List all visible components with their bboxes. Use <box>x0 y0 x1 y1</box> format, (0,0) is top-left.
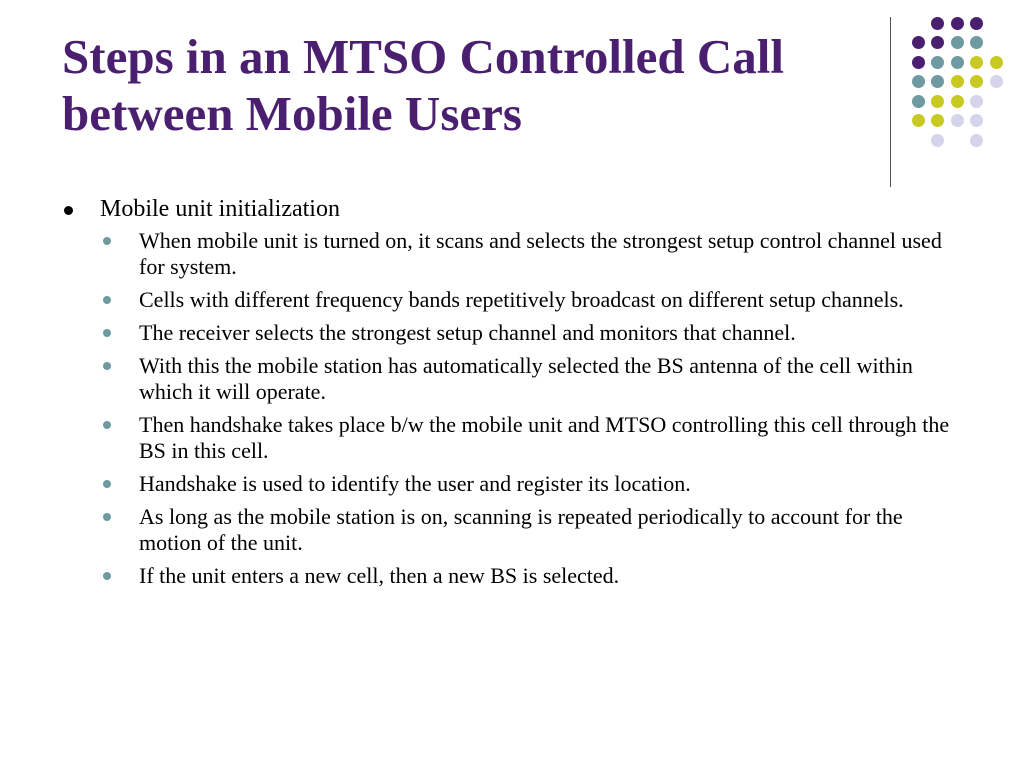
decorative-dot <box>931 114 944 127</box>
sub-bullet-list <box>62 228 962 589</box>
sub-bullet-text: Handshake is used to identify the user and register its location. <box>139 471 691 496</box>
decorative-dot <box>951 75 964 88</box>
sub-bullet-item <box>62 504 962 556</box>
title-line-2: between Mobile Users <box>62 86 522 141</box>
sub-bullet-item <box>62 287 962 313</box>
decorative-dot <box>931 17 944 30</box>
bullet-level-1-text: Mobile unit initialization <box>100 196 340 222</box>
bullet-dot-icon <box>103 237 111 245</box>
slide-title <box>62 28 882 142</box>
decorative-dot <box>931 95 944 108</box>
title-line-1: Steps in an MTSO Controlled Call <box>62 29 784 84</box>
decorative-divider-line <box>890 17 891 187</box>
decorative-dot <box>970 134 983 147</box>
decorative-dot <box>912 56 925 69</box>
decorative-dot <box>951 17 964 30</box>
sub-bullet-text: With this the mobile station has automatically selected the BS antenna of the cell within which it will operate. <box>139 353 913 404</box>
decorative-dot <box>912 114 925 127</box>
decorative-dot <box>990 56 1003 69</box>
decorative-dot <box>990 75 1003 88</box>
decorative-dot <box>931 56 944 69</box>
decorative-dot <box>951 114 964 127</box>
decorative-dot <box>951 95 964 108</box>
sub-bullet-item <box>62 353 962 405</box>
sub-bullet-text: Cells with different frequency bands repetitively broadcast on different setup channels. <box>139 287 904 312</box>
decorative-dot <box>931 134 944 147</box>
decorative-dot <box>970 114 983 127</box>
decorative-dot <box>912 95 925 108</box>
bullet-dot-icon <box>103 572 111 580</box>
decorative-dot <box>931 36 944 49</box>
decorative-dot <box>931 75 944 88</box>
slide-body <box>62 195 962 596</box>
sub-bullet-text: The receiver selects the strongest setup channel and monitors that channel. <box>139 320 796 345</box>
decorative-dot <box>970 75 983 88</box>
bullet-dot-icon <box>103 421 111 429</box>
bullet-dot-icon <box>103 296 111 304</box>
bullet-dot-icon <box>103 513 111 521</box>
bullet-dot-icon <box>64 206 73 215</box>
sub-bullet-item <box>62 471 962 497</box>
decorative-dot <box>970 95 983 108</box>
bullet-dot-icon <box>103 480 111 488</box>
bullet-level-1 <box>62 195 962 224</box>
sub-bullet-item <box>62 228 962 280</box>
sub-bullet-text: As long as the mobile station is on, scanning is repeated periodically to account for the motion of the unit. <box>139 504 903 555</box>
decorative-dot <box>970 17 983 30</box>
sub-bullet-text: When mobile unit is turned on, it scans and selects the strongest setup control channel used for system. <box>139 228 942 279</box>
decorative-dot <box>912 36 925 49</box>
sub-bullet-text: Then handshake takes place b/w the mobile unit and MTSO controlling this cell through the BS in this cell. <box>139 412 950 463</box>
sub-bullet-item <box>62 563 962 589</box>
decorative-dot <box>970 36 983 49</box>
sub-bullet-text: If the unit enters a new cell, then a new BS is selected. <box>139 563 620 588</box>
sub-bullet-item <box>62 412 962 464</box>
decorative-dot <box>970 56 983 69</box>
decorative-dot <box>951 36 964 49</box>
decorative-dot <box>951 56 964 69</box>
bullet-dot-icon <box>103 362 111 370</box>
bullet-dot-icon <box>103 329 111 337</box>
sub-bullet-item <box>62 320 962 346</box>
decorative-dot <box>912 75 925 88</box>
